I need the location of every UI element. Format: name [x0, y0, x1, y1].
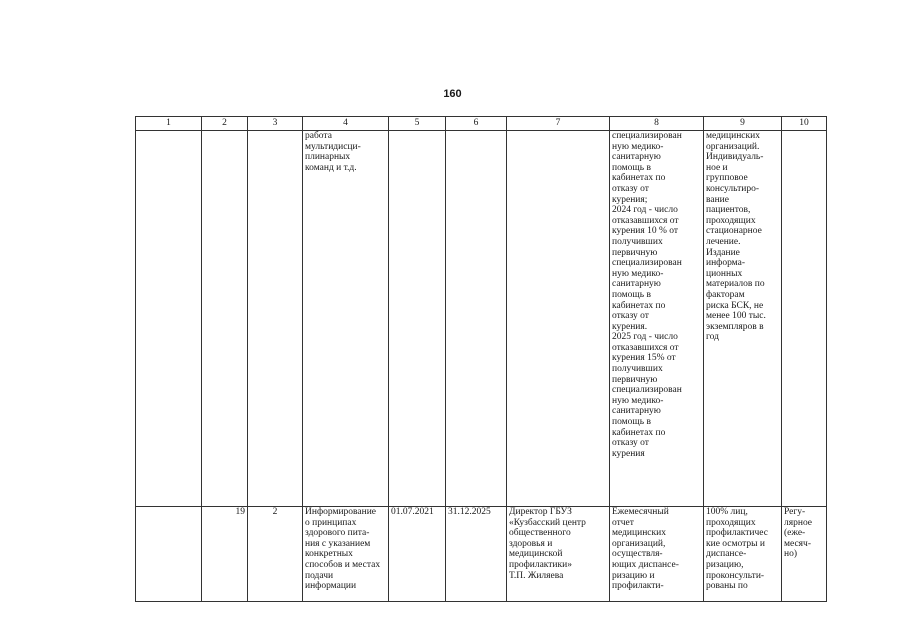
table-cell	[136, 131, 202, 507]
table-cell: Директор ГБУЗ «Кузбасский центр общественного здоровья и медицинской профилактики» Т.П. Жиляева	[507, 507, 610, 602]
table-cell: Информирование о принципах здорового пита- ния с указанием конкретных способов и местах подачи информации	[303, 507, 389, 602]
column-header: 10	[782, 117, 827, 131]
table-row	[136, 131, 827, 507]
table-cell	[507, 131, 610, 507]
table-row	[136, 507, 827, 602]
column-header: 7	[507, 117, 610, 131]
column-header: 5	[389, 117, 446, 131]
table-cell	[782, 131, 827, 507]
table-cell: 2	[248, 507, 303, 602]
table-cell: специализирован ную медико- санитарную помощь в кабинетах по отказу от курения; 2024 год - число отказавшихся от курения 10 % от получивших первичную специализирован ную медико- санитарную помощь в кабинетах по отказу от курения. 2025 год - число отказавшихся от курения 15% от получивших первичную специализирован ную медико- санитарную помощь в кабинетах по отказу от курения	[610, 131, 704, 507]
column-header: 9	[704, 117, 782, 131]
table-cell: 01.07.2021	[389, 507, 446, 602]
page-number: 160	[443, 88, 462, 100]
column-header: 2	[202, 117, 248, 131]
table-cell	[202, 131, 248, 507]
table-cell	[136, 507, 202, 602]
table-cell	[248, 131, 303, 507]
table-cell: 100% лиц, проходящих профилактичес кие осмотры и диспансе- ризацию, проконсульти- рованы по	[704, 507, 782, 602]
table-cell: медицинских организаций. Индивидуаль- ное и групповое консультиро- вание пациентов, проходящих стационарное лечение. Издание информа- ционных материалов по факторам риска БСК, не менее 100 тыс. экземпляров в год	[704, 131, 782, 507]
column-header: 8	[610, 117, 704, 131]
column-header: 6	[446, 117, 507, 131]
table-cell: Регу- лярное (еже- месяч- но)	[782, 507, 827, 602]
column-header: 3	[248, 117, 303, 131]
column-header: 4	[303, 117, 389, 131]
column-header: 1	[136, 117, 202, 131]
table-cell: Ежемесячный отчет медицинских организаций, осуществля- ющих диспансе- ризацию и профилакти-	[610, 507, 704, 602]
table-cell	[389, 131, 446, 507]
table-cell	[446, 131, 507, 507]
document-table	[135, 116, 827, 602]
table-cell: 19	[202, 507, 248, 602]
table-cell: 31.12.2025	[446, 507, 507, 602]
table-cell: работа мультидисци- плинарных команд и т.д.	[303, 131, 389, 507]
header-row	[136, 117, 827, 131]
